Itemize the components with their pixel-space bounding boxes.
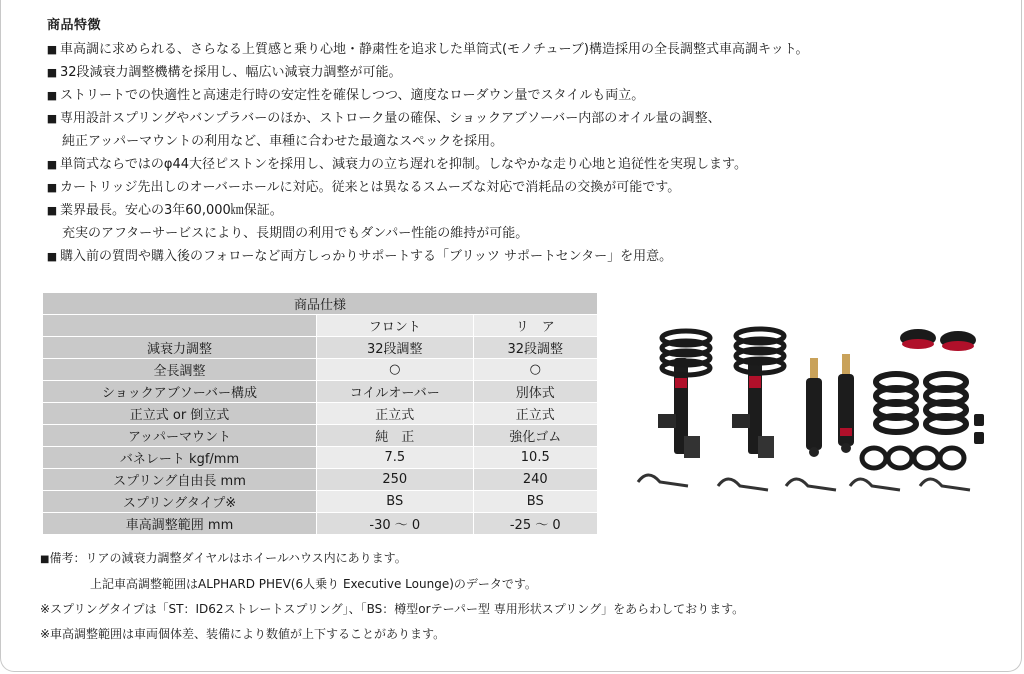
product-photo	[628, 318, 988, 504]
spec-row	[43, 337, 598, 359]
note-label: 備考：	[49, 551, 86, 565]
feature-text: 車高調に求められる、さらなる上質感と乗り心地・静粛性を追求した単筒式(モノチューブ)構造採用の全長調整式車高調キット。	[60, 42, 809, 57]
spec-front-value: -30 ～ 0	[317, 513, 473, 535]
spec-front-value: 250	[317, 469, 473, 491]
note-line-2	[40, 572, 537, 596]
bump-stops	[974, 414, 984, 444]
spec-front-value: コイルオーバー	[317, 381, 473, 403]
note-text: 上記車高調整範囲はALPHARD PHEV(6人乗り Executive Lounge)のデータです。	[90, 577, 537, 591]
feature-text: 単筒式ならではのφ44大径ピストンを採用し、減衰力の立ち遅れを抑制。しなやかな走り心地と追従性を実現します。	[60, 157, 747, 172]
feature-text: 購入前の質問や購入後のフォローなど両方しっかりサポートする「ブリッツ サポートセンター」を用意。	[60, 249, 673, 264]
feature-text: 業界最長。安心の3年60,000㎞保証。	[60, 203, 283, 218]
spec-label: ショックアブソーバー構成	[43, 381, 317, 403]
feature-item-continuation	[44, 222, 984, 245]
front-strut-right	[732, 329, 784, 458]
feature-item	[44, 245, 984, 268]
spec-rear-value: 正立式	[473, 403, 597, 425]
bullet-marker: ■	[46, 181, 58, 194]
feature-list	[44, 38, 984, 268]
spec-rear-value: 240	[473, 469, 597, 491]
feature-text: 充実のアフターサービスにより、長期間の利用でもダンパー性能の維持が可能。	[62, 226, 529, 241]
spec-row	[43, 513, 598, 535]
rear-damper-left	[806, 358, 822, 457]
rear-upper-mounts	[900, 329, 976, 351]
spec-label: スプリング自由長 mm	[43, 469, 317, 491]
notes	[40, 546, 537, 596]
spec-label: バネレート kgf/mm	[43, 447, 317, 469]
spec-rear-value: 別体式	[473, 381, 597, 403]
feature-text: 専用設計スプリングやバンプラバーのほか、ストローク量の確保、ショックアブソーバー内部のオイル量の調整、	[60, 111, 721, 126]
spec-label: スプリングタイプ※	[43, 491, 317, 513]
spec-front-value: 正立式	[317, 403, 473, 425]
note-marker: ■	[40, 554, 50, 565]
spec-row	[43, 403, 598, 425]
feature-item	[44, 107, 984, 130]
spec-table-header-row	[43, 315, 598, 337]
header-empty-cell	[43, 315, 317, 337]
spec-rear-value: ○	[473, 359, 597, 381]
spec-rear-value: 10.5	[473, 447, 597, 469]
spec-rear-value: 32段調整	[473, 337, 597, 359]
feature-item	[44, 153, 984, 176]
spec-row	[43, 425, 598, 447]
asterisk-note: ※車高調整範囲は車両個体差、装備により数値が上下することがあります。	[40, 627, 446, 641]
spec-front-value: ○	[317, 359, 473, 381]
spec-row	[43, 381, 598, 403]
front-strut-left	[658, 331, 710, 458]
spec-table-title: 商品仕様	[43, 293, 598, 315]
spec-front-value: 純 正	[317, 425, 473, 447]
feature-item-continuation	[44, 130, 984, 153]
feature-text: ストリートでの快適性と高速走行時の安定性を確保しつつ、適度なローダウン量でスタイルも両立。	[60, 88, 645, 103]
spec-front-value: 7.5	[317, 447, 473, 469]
bullet-marker: ■	[46, 250, 58, 263]
spec-front-value: 32段調整	[317, 337, 473, 359]
bullet-marker: ■	[46, 43, 58, 56]
spec-label: 正立式 or 倒立式	[43, 403, 317, 425]
spec-front-value: BS	[317, 491, 473, 513]
spec-label: 減衰力調整	[43, 337, 317, 359]
spec-label: 全長調整	[43, 359, 317, 381]
asterisk-note: ※スプリングタイプは「ST：ID62ストレートスプリング」、「BS：樽型orテーパー型 専用形状スプリング」をあらわしております。	[40, 602, 745, 616]
note-line-1	[40, 546, 537, 572]
bullet-marker: ■	[46, 66, 58, 79]
feature-item	[44, 84, 984, 107]
bullet-marker: ■	[46, 89, 58, 102]
feature-item	[44, 38, 984, 61]
bullet-marker: ■	[46, 204, 58, 217]
section-heading: 商品特徴	[47, 18, 102, 33]
feature-item	[44, 61, 984, 84]
spec-label: 車高調整範囲 mm	[43, 513, 317, 535]
header-rear: リ ア	[473, 315, 597, 337]
feature-text: 純正アッパーマウントの利用など、車種に合わせた最適なスペックを採用。	[62, 134, 504, 149]
feature-item	[44, 199, 984, 222]
spec-row	[43, 447, 598, 469]
spring-seats	[862, 448, 964, 468]
spec-table	[42, 292, 598, 535]
spec-row	[43, 469, 598, 491]
spec-row	[43, 491, 598, 513]
spec-rear-value: 強化ゴム	[473, 425, 597, 447]
rear-springs	[876, 374, 966, 432]
rear-damper-right	[838, 354, 854, 453]
spec-rear-value: -25 ～ 0	[473, 513, 597, 535]
spec-label: アッパーマウント	[43, 425, 317, 447]
feature-text: カートリッジ先出しのオーバーホールに対応。従来とは異なるスムーズな対応で消耗品の交換が可能です。	[60, 180, 681, 195]
spec-table-title-row	[43, 293, 598, 315]
spec-rear-value: BS	[473, 491, 597, 513]
feature-text: 32段減衰力調整機構を採用し、幅広い減衰力調整が可能。	[60, 65, 402, 80]
bullet-marker: ■	[46, 158, 58, 171]
spec-row	[43, 359, 598, 381]
bullet-marker: ■	[46, 112, 58, 125]
header-front: フロント	[317, 315, 473, 337]
spanner-wrenches	[638, 475, 970, 490]
feature-item	[44, 176, 984, 199]
note-text: リアの減衰力調整ダイヤルはホイールハウス内にあります。	[85, 551, 407, 565]
